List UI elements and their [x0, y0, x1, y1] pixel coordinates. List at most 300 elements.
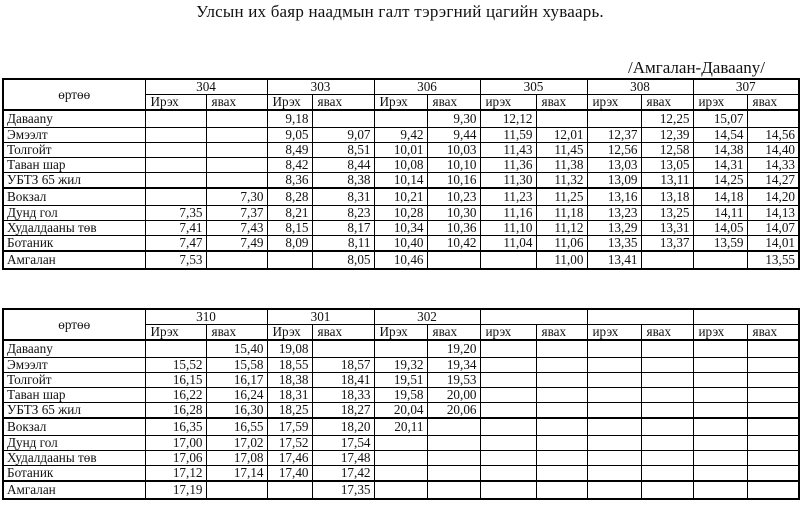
train-number-header: 310: [145, 309, 267, 325]
departure-time: [206, 110, 267, 128]
arrival-time: [693, 466, 747, 482]
departure-time: 10,23: [427, 188, 480, 206]
arrival-time: 17,59: [267, 418, 312, 436]
departure-time: [747, 418, 799, 436]
train-number-header: 302: [374, 309, 480, 325]
table-row: [3, 173, 799, 189]
arrival-time: 7,53: [145, 251, 206, 269]
departure-time: [427, 418, 480, 436]
arrival-time: 10,14: [374, 173, 427, 189]
arrival-time: [374, 340, 427, 358]
departure-time: [641, 466, 693, 482]
train-number-header: 301: [267, 309, 374, 325]
arrival-column-header: Ирэх: [145, 95, 206, 111]
train-number-header: [480, 309, 587, 325]
arrival-time: 18,55: [267, 358, 312, 373]
route-label: /Амгалан-Даваany/: [628, 58, 765, 77]
departure-time: 10,36: [427, 221, 480, 236]
departure-time: 9,07: [312, 128, 374, 143]
arrival-time: [480, 340, 536, 358]
departure-time: 11,12: [536, 221, 587, 236]
departure-time: 10,16: [427, 173, 480, 189]
departure-time: [641, 373, 693, 388]
table-row: [3, 388, 799, 403]
departure-time: [312, 340, 374, 358]
arrival-time: 10,28: [374, 206, 427, 221]
departure-time: [747, 436, 799, 451]
departure-time: 16,17: [206, 373, 267, 388]
arrival-time: [693, 251, 747, 269]
arrival-column-header: ирэх: [693, 95, 747, 111]
departure-column-header: явах: [536, 95, 587, 111]
arrival-time: 8,49: [267, 143, 312, 158]
station-name: Толгойт: [3, 373, 145, 388]
arrival-time: 12,12: [480, 110, 536, 128]
departure-column-header: явах: [641, 95, 693, 111]
arrival-time: [480, 373, 536, 388]
station-column-header: өртөө: [3, 79, 145, 110]
arrival-time: 13,16: [587, 188, 641, 206]
arrival-time: [587, 481, 641, 499]
table-row: [3, 403, 799, 419]
arrival-time: 15,52: [145, 358, 206, 373]
departure-time: 12,25: [641, 110, 693, 128]
table-row: [3, 340, 799, 358]
arrival-time: 17,12: [145, 466, 206, 482]
arrival-time: [374, 436, 427, 451]
departure-time: 18,27: [312, 403, 374, 419]
arrival-time: [693, 340, 747, 358]
departure-time: [536, 373, 587, 388]
departure-time: 8,23: [312, 206, 374, 221]
arrival-time: 9,18: [267, 110, 312, 128]
departure-time: 11,00: [536, 251, 587, 269]
departure-time: 9,30: [427, 110, 480, 128]
arrival-time: 17,40: [267, 466, 312, 482]
departure-time: [427, 481, 480, 499]
station-name: Таван шар: [3, 388, 145, 403]
departure-time: [206, 158, 267, 173]
arrival-time: 18,38: [267, 373, 312, 388]
departure-time: 13,37: [641, 236, 693, 252]
arrival-time: [145, 340, 206, 358]
departure-time: 13,05: [641, 158, 693, 173]
departure-time: [641, 418, 693, 436]
departure-column-header: явах: [312, 95, 374, 111]
arrival-time: 18,25: [267, 403, 312, 419]
schedule-table-2: [2, 308, 800, 500]
arrival-time: 17,00: [145, 436, 206, 451]
arrival-time: [693, 451, 747, 466]
arrival-time: 15,07: [693, 110, 747, 128]
arrival-time: 10,08: [374, 158, 427, 173]
arrival-time: 20,04: [374, 403, 427, 419]
station-name: Дунд гол: [3, 436, 145, 451]
arrival-time: 10,46: [374, 251, 427, 269]
departure-time: [536, 418, 587, 436]
table-row: [3, 481, 799, 499]
table-row: [3, 110, 799, 128]
departure-time: 8,38: [312, 173, 374, 189]
arrival-column-header: Ирэх: [145, 325, 206, 341]
arrival-time: 13,09: [587, 173, 641, 189]
departure-time: [747, 388, 799, 403]
arrival-time: [374, 451, 427, 466]
departure-time: 7,49: [206, 236, 267, 252]
departure-time: 12,01: [536, 128, 587, 143]
arrival-column-header: ирэх: [587, 95, 641, 111]
departure-time: [536, 340, 587, 358]
departure-time: 18,41: [312, 373, 374, 388]
station-name: УБТЗ 65 жил: [3, 403, 145, 419]
departure-time: 14,27: [747, 173, 799, 189]
departure-column-header: явах: [427, 325, 480, 341]
arrival-time: 16,35: [145, 418, 206, 436]
departure-time: [641, 403, 693, 419]
arrival-time: [480, 418, 536, 436]
departure-time: 15,40: [206, 340, 267, 358]
arrival-time: [587, 436, 641, 451]
arrival-time: 17,19: [145, 481, 206, 499]
departure-time: 14,07: [747, 221, 799, 236]
arrival-column-header: ирэх: [480, 325, 536, 341]
departure-time: 7,43: [206, 221, 267, 236]
departure-time: [641, 340, 693, 358]
arrival-time: 18,31: [267, 388, 312, 403]
arrival-time: 7,41: [145, 221, 206, 236]
arrival-time: 16,15: [145, 373, 206, 388]
train-number-header: 308: [587, 79, 693, 95]
departure-column-header: явах: [206, 325, 267, 341]
arrival-time: 9,42: [374, 128, 427, 143]
arrival-time: 16,28: [145, 403, 206, 419]
arrival-time: [693, 436, 747, 451]
departure-time: [536, 403, 587, 419]
departure-column-header: явах: [747, 325, 799, 341]
arrival-column-header: Ирэх: [374, 95, 427, 111]
departure-time: 11,45: [536, 143, 587, 158]
table-row: [3, 128, 799, 143]
arrival-time: [374, 110, 427, 128]
departure-time: 8,11: [312, 236, 374, 252]
arrival-time: 8,42: [267, 158, 312, 173]
departure-time: 11,38: [536, 158, 587, 173]
departure-time: 20,06: [427, 403, 480, 419]
departure-time: [641, 251, 693, 269]
departure-time: [747, 340, 799, 358]
departure-time: 14,01: [747, 236, 799, 252]
station-name: Ботаник: [3, 236, 145, 252]
arrival-time: [145, 173, 206, 189]
arrival-time: [587, 388, 641, 403]
arrival-time: [480, 436, 536, 451]
departure-time: [747, 110, 799, 128]
train-number-header: 303: [267, 79, 374, 95]
arrival-time: 8,36: [267, 173, 312, 189]
departure-time: 17,54: [312, 436, 374, 451]
station-name: Даваany: [3, 340, 145, 358]
arrival-time: 13,41: [587, 251, 641, 269]
arrival-time: [693, 481, 747, 499]
departure-time: 18,57: [312, 358, 374, 373]
arrival-time: 10,21: [374, 188, 427, 206]
departure-time: 10,10: [427, 158, 480, 173]
station-name: Даваany: [3, 110, 145, 128]
departure-time: [427, 451, 480, 466]
arrival-time: [693, 418, 747, 436]
arrival-time: 8,28: [267, 188, 312, 206]
station-name: Амгалан: [3, 481, 145, 499]
arrival-time: 11,23: [480, 188, 536, 206]
departure-column-header: явах: [312, 325, 374, 341]
arrival-time: [145, 143, 206, 158]
arrival-time: 8,09: [267, 236, 312, 252]
arrival-time: 11,04: [480, 236, 536, 252]
table-row: [3, 251, 799, 269]
arrival-time: 8,21: [267, 206, 312, 221]
departure-time: [641, 358, 693, 373]
departure-time: 14,20: [747, 188, 799, 206]
departure-time: 10,03: [427, 143, 480, 158]
departure-time: 11,06: [536, 236, 587, 252]
arrival-time: 10,40: [374, 236, 427, 252]
departure-time: 12,39: [641, 128, 693, 143]
departure-time: [747, 451, 799, 466]
arrival-time: 19,32: [374, 358, 427, 373]
table-row: [3, 358, 799, 373]
table-row: [3, 451, 799, 466]
departure-time: 11,18: [536, 206, 587, 221]
departure-time: 17,48: [312, 451, 374, 466]
arrival-time: 14,11: [693, 206, 747, 221]
departure-time: 10,42: [427, 236, 480, 252]
departure-time: 13,55: [747, 251, 799, 269]
departure-time: [536, 481, 587, 499]
arrival-time: [693, 403, 747, 419]
train-number-header: [587, 309, 693, 325]
station-name: Вокзал: [3, 418, 145, 436]
departure-time: [747, 358, 799, 373]
table-row: [3, 188, 799, 206]
station-name: Дунд гол: [3, 206, 145, 221]
arrival-time: 12,56: [587, 143, 641, 158]
departure-time: 17,14: [206, 466, 267, 482]
arrival-time: 9,05: [267, 128, 312, 143]
departure-time: 7,30: [206, 188, 267, 206]
departure-time: [427, 251, 480, 269]
arrival-time: 11,43: [480, 143, 536, 158]
arrival-time: [480, 451, 536, 466]
station-name: УБТЗ 65 жил: [3, 173, 145, 189]
arrival-time: 12,37: [587, 128, 641, 143]
departure-time: 15,58: [206, 358, 267, 373]
arrival-time: 17,46: [267, 451, 312, 466]
arrival-time: 16,22: [145, 388, 206, 403]
station-name: Вокзал: [3, 188, 145, 206]
arrival-time: 13,03: [587, 158, 641, 173]
departure-time: 8,31: [312, 188, 374, 206]
departure-time: 14,33: [747, 158, 799, 173]
arrival-time: 14,18: [693, 188, 747, 206]
station-name: Эмээлт: [3, 128, 145, 143]
departure-time: 8,05: [312, 251, 374, 269]
arrival-time: 19,51: [374, 373, 427, 388]
departure-time: 13,11: [641, 173, 693, 189]
departure-time: 9,44: [427, 128, 480, 143]
arrival-time: [587, 373, 641, 388]
arrival-time: 20,11: [374, 418, 427, 436]
departure-time: [536, 451, 587, 466]
arrival-time: [480, 251, 536, 269]
departure-time: 11,25: [536, 188, 587, 206]
departure-column-header: явах: [747, 95, 799, 111]
arrival-time: [145, 128, 206, 143]
departure-time: 16,55: [206, 418, 267, 436]
departure-time: [641, 481, 693, 499]
departure-time: 14,40: [747, 143, 799, 158]
departure-time: 17,08: [206, 451, 267, 466]
arrival-time: [374, 481, 427, 499]
departure-time: 19,53: [427, 373, 480, 388]
arrival-time: 13,59: [693, 236, 747, 252]
arrival-time: [587, 403, 641, 419]
departure-column-header: явах: [427, 95, 480, 111]
arrival-time: 7,47: [145, 236, 206, 252]
table-row: [3, 143, 799, 158]
train-number-header: [693, 309, 799, 325]
departure-time: [536, 358, 587, 373]
departure-time: 13,25: [641, 206, 693, 221]
arrival-time: [693, 373, 747, 388]
arrival-time: [480, 481, 536, 499]
station-name: Эмээлт: [3, 358, 145, 373]
arrival-time: 11,16: [480, 206, 536, 221]
arrival-time: 11,36: [480, 158, 536, 173]
arrival-time: 17,52: [267, 436, 312, 451]
arrival-time: [587, 110, 641, 128]
arrival-time: 13,35: [587, 236, 641, 252]
train-number-header: 305: [480, 79, 587, 95]
arrival-time: [587, 358, 641, 373]
departure-time: [312, 110, 374, 128]
departure-time: 8,17: [312, 221, 374, 236]
departure-time: 17,02: [206, 436, 267, 451]
departure-time: 8,51: [312, 143, 374, 158]
arrival-column-header: ирэх: [587, 325, 641, 341]
table-row: [3, 206, 799, 221]
train-number-header: 307: [693, 79, 799, 95]
arrival-time: [145, 158, 206, 173]
station-name: Худалдааны төв: [3, 221, 145, 236]
departure-time: 18,33: [312, 388, 374, 403]
station-name: Амгалан: [3, 251, 145, 269]
departure-time: 8,44: [312, 158, 374, 173]
table-row: [3, 236, 799, 252]
arrival-time: 14,54: [693, 128, 747, 143]
arrival-column-header: ирэх: [693, 325, 747, 341]
arrival-time: [145, 188, 206, 206]
departure-time: 14,13: [747, 206, 799, 221]
departure-time: 20,00: [427, 388, 480, 403]
station-name: Ботаник: [3, 466, 145, 482]
schedule-table-1: [2, 78, 800, 270]
station-name: Худалдааны төв: [3, 451, 145, 466]
arrival-time: [587, 340, 641, 358]
table-row: [3, 221, 799, 236]
departure-time: 13,18: [641, 188, 693, 206]
arrival-time: 11,30: [480, 173, 536, 189]
departure-time: 12,58: [641, 143, 693, 158]
departure-time: 16,24: [206, 388, 267, 403]
departure-time: 14,56: [747, 128, 799, 143]
arrival-time: [480, 403, 536, 419]
table-row: [3, 373, 799, 388]
arrival-time: 14,38: [693, 143, 747, 158]
arrival-time: [587, 451, 641, 466]
page-title: Улсын их баяр наадмын галт тэрэгний цагийн хуваарь.: [196, 2, 604, 21]
departure-time: [536, 436, 587, 451]
arrival-time: 11,59: [480, 128, 536, 143]
departure-time: 18,20: [312, 418, 374, 436]
arrival-time: 14,25: [693, 173, 747, 189]
departure-time: [427, 436, 480, 451]
arrival-time: [587, 418, 641, 436]
arrival-time: 19,58: [374, 388, 427, 403]
arrival-time: 17,06: [145, 451, 206, 466]
departure-time: [641, 451, 693, 466]
arrival-column-header: ирэх: [480, 95, 536, 111]
station-name: Таван шар: [3, 158, 145, 173]
station-name: Толгойт: [3, 143, 145, 158]
arrival-time: 13,23: [587, 206, 641, 221]
departure-time: 17,35: [312, 481, 374, 499]
departure-time: [536, 388, 587, 403]
arrival-time: 7,35: [145, 206, 206, 221]
arrival-time: [145, 110, 206, 128]
table-row: [3, 418, 799, 436]
arrival-time: 10,01: [374, 143, 427, 158]
departure-time: 11,32: [536, 173, 587, 189]
arrival-time: [267, 481, 312, 499]
arrival-time: [587, 466, 641, 482]
departure-time: [747, 403, 799, 419]
train-number-header: 306: [374, 79, 480, 95]
departure-time: [206, 128, 267, 143]
arrival-time: [480, 466, 536, 482]
arrival-time: [480, 358, 536, 373]
table-row: [3, 436, 799, 451]
arrival-column-header: Ирэх: [267, 95, 312, 111]
arrival-time: [267, 251, 312, 269]
arrival-time: 10,34: [374, 221, 427, 236]
arrival-time: [480, 388, 536, 403]
departure-time: 17,42: [312, 466, 374, 482]
arrival-time: 11,10: [480, 221, 536, 236]
arrival-column-header: Ирэх: [374, 325, 427, 341]
table-row: [3, 466, 799, 482]
departure-time: [206, 481, 267, 499]
departure-column-header: явах: [206, 95, 267, 111]
departure-time: [536, 466, 587, 482]
departure-time: 16,30: [206, 403, 267, 419]
departure-time: [206, 173, 267, 189]
departure-time: [206, 251, 267, 269]
departure-time: [427, 466, 480, 482]
departure-time: 13,31: [641, 221, 693, 236]
station-column-header: өртөө: [3, 309, 145, 340]
arrival-time: 14,31: [693, 158, 747, 173]
departure-time: [536, 110, 587, 128]
